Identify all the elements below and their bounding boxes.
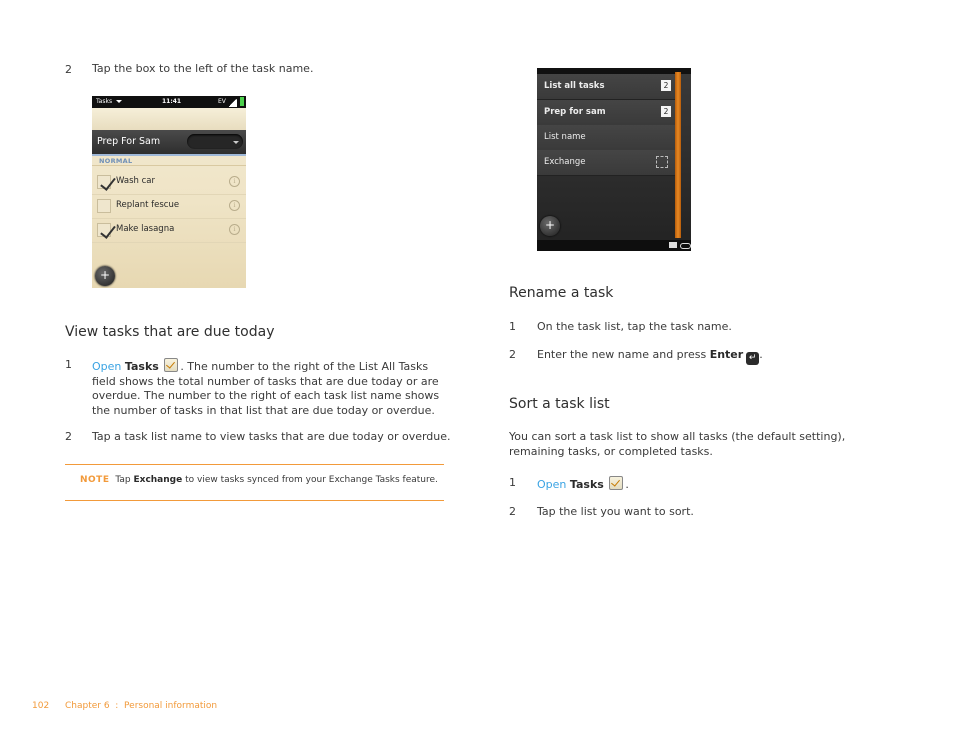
- list-selector[interactable]: [92, 130, 246, 154]
- tasks-app-icon: [164, 358, 178, 372]
- title-bar: [92, 108, 246, 130]
- open-link[interactable]: Open: [537, 478, 567, 491]
- section-heading: Sort a task list: [509, 396, 610, 412]
- list-item-label: Exchange: [544, 157, 586, 167]
- note-post: to view tasks synced from your Exchange Tasks feature.: [185, 475, 438, 485]
- app-name: Tasks: [569, 478, 604, 491]
- step-number: 2: [509, 505, 516, 518]
- step-number: 1: [509, 320, 516, 333]
- open-link[interactable]: Open: [92, 360, 122, 373]
- step-text: [537, 348, 763, 365]
- step-number: 2: [65, 63, 72, 76]
- task-row[interactable]: [92, 170, 246, 195]
- list-item-count: 2: [661, 106, 671, 117]
- list-item-label: Prep for sam: [544, 107, 606, 117]
- note-label: NOTE: [80, 475, 110, 485]
- signal-icon: [229, 99, 237, 107]
- note-bottom-rule: [65, 500, 444, 501]
- step-text: [537, 476, 629, 493]
- tasks-screenshot: [92, 96, 246, 288]
- step-number: 2: [65, 430, 72, 443]
- list-item-label: List name: [544, 132, 586, 142]
- voicemail-icon: [680, 243, 691, 249]
- info-icon[interactable]: i: [229, 200, 240, 211]
- step-text: Tap a task list name to view tasks that are due today or overdue.: [92, 430, 451, 443]
- checkmark-icon: [100, 222, 116, 239]
- task-label: Wash car: [116, 176, 155, 186]
- note-pre: Tap: [115, 475, 131, 485]
- step-text: Tap the box to the left of the task name.: [92, 62, 314, 75]
- step-number: 2: [509, 348, 516, 361]
- status-time: 11:41: [162, 98, 182, 105]
- step-post: .: [759, 348, 763, 361]
- add-list-button[interactable]: +: [540, 216, 560, 236]
- section-label: NORMAL: [99, 157, 133, 165]
- task-checkbox[interactable]: [97, 199, 111, 213]
- info-icon[interactable]: i: [229, 176, 240, 187]
- chevron-down-icon: [233, 141, 239, 144]
- list-item[interactable]: [537, 125, 675, 151]
- task-checkbox[interactable]: [97, 175, 111, 189]
- note-top-rule: [65, 464, 444, 465]
- tasks-app-icon: [609, 476, 623, 490]
- status-bar: [92, 96, 246, 108]
- add-task-button[interactable]: +: [95, 266, 115, 286]
- chevron-down-icon: [116, 100, 122, 103]
- mail-icon: [669, 242, 677, 248]
- step-pre: Enter the new name and press: [537, 348, 707, 361]
- info-icon[interactable]: i: [229, 224, 240, 235]
- drag-handle[interactable]: [675, 72, 681, 238]
- step-body: . The number to the right of the List All Tasks field shows the total number of tasks that are due today or are overdue. The number to the right of each task list name shows the number of tasks in that list that are due today or overdue.: [92, 360, 440, 417]
- status-app: Tasks: [96, 98, 113, 105]
- note-bold: Exchange: [133, 475, 183, 485]
- section-heading: Rename a task: [509, 285, 614, 301]
- list-item[interactable]: [537, 150, 675, 176]
- list-item-count: 2: [661, 80, 671, 91]
- app-name: Tasks: [124, 360, 159, 373]
- task-lists-screenshot: [537, 68, 691, 251]
- battery-icon: [240, 97, 244, 106]
- list-item[interactable]: [537, 100, 675, 126]
- chapter-title: Chapter 6 : Personal information: [65, 701, 218, 711]
- note: [80, 475, 438, 485]
- paragraph: You can sort a task list to show all tasks (the default setting), remaining tasks, or completed tasks.: [509, 430, 846, 458]
- step-number: 1: [509, 476, 516, 489]
- section-heading: View tasks that are due today: [65, 324, 275, 340]
- task-row[interactable]: [92, 218, 246, 243]
- page-number: 102: [32, 701, 50, 711]
- step-post: .: [625, 478, 629, 491]
- divider: [92, 165, 246, 166]
- list-item[interactable]: [537, 74, 675, 100]
- step-text: Tap the list you want to sort.: [537, 505, 694, 518]
- step-text: On the task list, tap the task name.: [537, 320, 732, 333]
- notification-bar: [537, 240, 691, 251]
- task-label: Replant fescue: [116, 200, 180, 210]
- exchange-icon: [656, 156, 668, 168]
- list-title: Prep For Sam: [97, 136, 161, 147]
- list-item-label: List all tasks: [544, 81, 605, 91]
- task-row[interactable]: [92, 194, 246, 219]
- enter-key-icon: ↵: [746, 352, 759, 365]
- status-network: EV: [218, 98, 226, 105]
- step-text: [92, 358, 447, 418]
- task-checkbox[interactable]: [97, 223, 111, 237]
- task-label: Make lasagna: [116, 224, 175, 234]
- step-number: 1: [65, 358, 72, 371]
- divider: [92, 154, 246, 156]
- checkmark-icon: [100, 174, 116, 191]
- key-name: Enter: [709, 348, 744, 361]
